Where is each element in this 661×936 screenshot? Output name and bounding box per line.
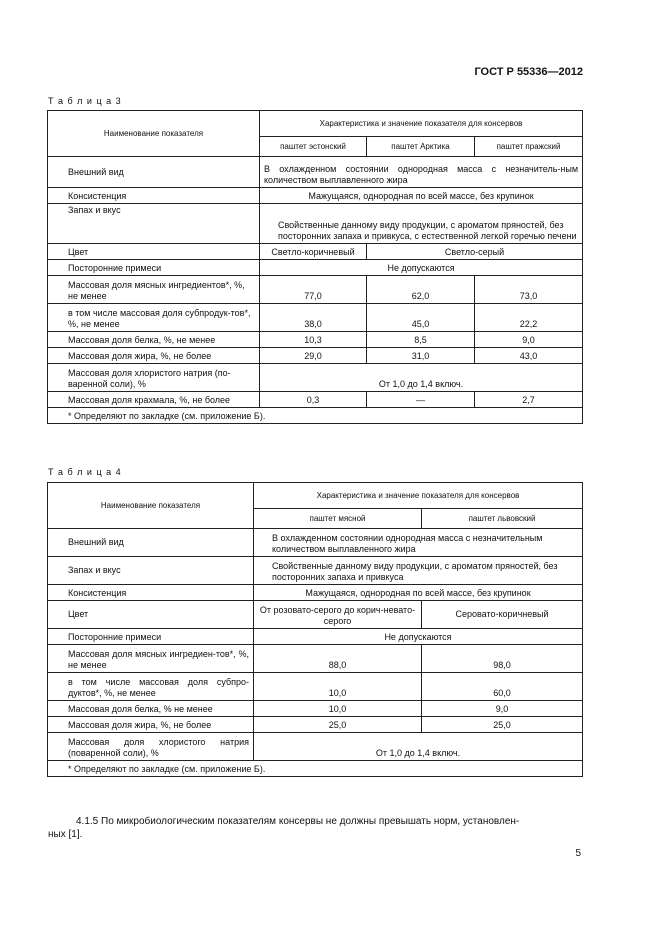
table4-cell: От розовато-серого до корич-невато-серого — [254, 601, 422, 629]
table3-row-label: Консистенция — [48, 188, 260, 204]
table4-cell: 60,0 — [422, 673, 583, 701]
table4-subheader: паштет мясной — [254, 509, 422, 529]
table4-row-label: Консистенция — [48, 585, 254, 601]
table4-row-label: Цвет — [48, 601, 254, 629]
table3-cell: 10,3 — [260, 332, 367, 348]
table3-cell: 45,0 — [367, 304, 475, 332]
table3-caption: Т а б л и ц а 3 — [48, 96, 122, 106]
table3-row-label: Посторонние примеси — [48, 260, 260, 276]
table3-row-label: Массовая доля белка, %, не менее — [48, 332, 260, 348]
table3-cell: 8,5 — [367, 332, 475, 348]
table4-footnote: * Определяют по закладке (см. приложение Б). — [48, 761, 583, 777]
table4-cell: Не допускаются — [254, 629, 583, 645]
table3-cell: 62,0 — [367, 276, 475, 304]
table3-cell: 43,0 — [475, 348, 583, 364]
table3-cell: Светло-серый — [367, 244, 583, 260]
table4-cell: 9,0 — [422, 701, 583, 717]
table3-cell: — — [367, 392, 475, 408]
table3-cell: 29,0 — [260, 348, 367, 364]
table3-cell: Не допускаются — [260, 260, 583, 276]
table4-row-label: Массовая доля жира, %, не более — [48, 717, 254, 733]
table3-row-label: Массовая доля мясных ингредиентов*, %, не менее — [48, 276, 260, 304]
table4-cell: 88,0 — [254, 645, 422, 673]
table3-col-header: Наименование показателя — [48, 111, 260, 157]
table3-footnote: * Определяют по закладке (см. приложение Б). — [48, 408, 583, 424]
table3 — [47, 110, 583, 424]
table3-subheader: паштет Арктика — [367, 137, 475, 157]
table3-cell: 9,0 — [475, 332, 583, 348]
paragraph-4-1-5-continuation: ных [1]. — [48, 829, 83, 840]
table3-subheader: паштет эстонский — [260, 137, 367, 157]
table3-row-label: Массовая доля хлористого натрия (по-варенной соли), % — [48, 364, 260, 392]
table4-row-label: в том числе массовая доля субпро-дуктов*, %, не менее — [48, 673, 254, 701]
table4-row-label: Внешний вид — [48, 529, 254, 557]
paragraph-4-1-5: 4.1.5 По микробиологическим показателям консервы не должны превышать норм, установлен- — [76, 816, 520, 827]
table4-cell: Свойственные данному виду продукции, с ароматом пряностей, без посторонних запаха и привкуса — [254, 557, 583, 585]
table3-cell: 22,2 — [475, 304, 583, 332]
table4-caption: Т а б л и ц а 4 — [48, 467, 122, 477]
table3-cell: 77,0 — [260, 276, 367, 304]
table3-cell: От 1,0 до 1,4 включ. — [260, 364, 583, 392]
table3-subheader: паштет пражский — [475, 137, 583, 157]
table4-group-header: Характеристика и значение показателя для консервов — [254, 483, 583, 509]
document-id: ГОСТ Р 55336—2012 — [474, 66, 583, 78]
table3-cell: Светло-коричневый — [260, 244, 367, 260]
table4-row-label: Массовая доля белка, % не менее — [48, 701, 254, 717]
table3-row-label: Массовая доля крахмала, %, не более — [48, 392, 260, 408]
table3-row-label: Массовая доля жира, %, не более — [48, 348, 260, 364]
table3-cell: Мажущаяся, однородная по всей массе, без крупинок — [260, 188, 583, 204]
table4-cell: 10,0 — [254, 701, 422, 717]
table4-cell: 98,0 — [422, 645, 583, 673]
table3-cell: 73,0 — [475, 276, 583, 304]
table3-cell: 38,0 — [260, 304, 367, 332]
page-number: 5 — [575, 848, 581, 859]
table4-cell: Серовато-коричневый — [422, 601, 583, 629]
table4-cell: От 1,0 до 1,4 включ. — [254, 733, 583, 761]
table4-cell: 25,0 — [422, 717, 583, 733]
table4-row-label: Посторонние примеси — [48, 629, 254, 645]
table4-cell: 10,0 — [254, 673, 422, 701]
table3-cell: В охлажденном состоянии однородная масса с незначитель-ным количеством выплавленного жира — [260, 157, 583, 188]
table3-cell: 31,0 — [367, 348, 475, 364]
table3-row-label: Запах и вкус — [48, 204, 260, 244]
table4-row-label: Массовая доля хлористого натрия (поваренной соли), % — [48, 733, 254, 761]
table4-cell: Мажущаяся, однородная по всей массе, без крупинок — [254, 585, 583, 601]
table4-cell: В охлажденном состоянии однородная масса с незначительным количеством выплавленного жира — [254, 529, 583, 557]
table4-row-label: Массовая доля мясных ингредиен-тов*, %, не менее — [48, 645, 254, 673]
table4-cell: 25,0 — [254, 717, 422, 733]
table3-row-label: Цвет — [48, 244, 260, 260]
table4-col-header: Наименование показателя — [48, 483, 254, 529]
table3-row-label: Внешний вид — [48, 157, 260, 188]
table3-cell: 0,3 — [260, 392, 367, 408]
table4-row-label: Запах и вкус — [48, 557, 254, 585]
table4-subheader: паштет львовский — [422, 509, 583, 529]
table3-cell: Свойственные данному виду продукции, с ароматом пряностей, без посторонних запаха и привкуса, с естественной легкой горечью печени — [260, 204, 583, 244]
table3-group-header: Характеристика и значение показателя для консервов — [260, 111, 583, 137]
table3-cell: 2,7 — [475, 392, 583, 408]
table4 — [47, 482, 583, 777]
table3-row-label: в том числе массовая доля субпродук-тов*, %, не менее — [48, 304, 260, 332]
